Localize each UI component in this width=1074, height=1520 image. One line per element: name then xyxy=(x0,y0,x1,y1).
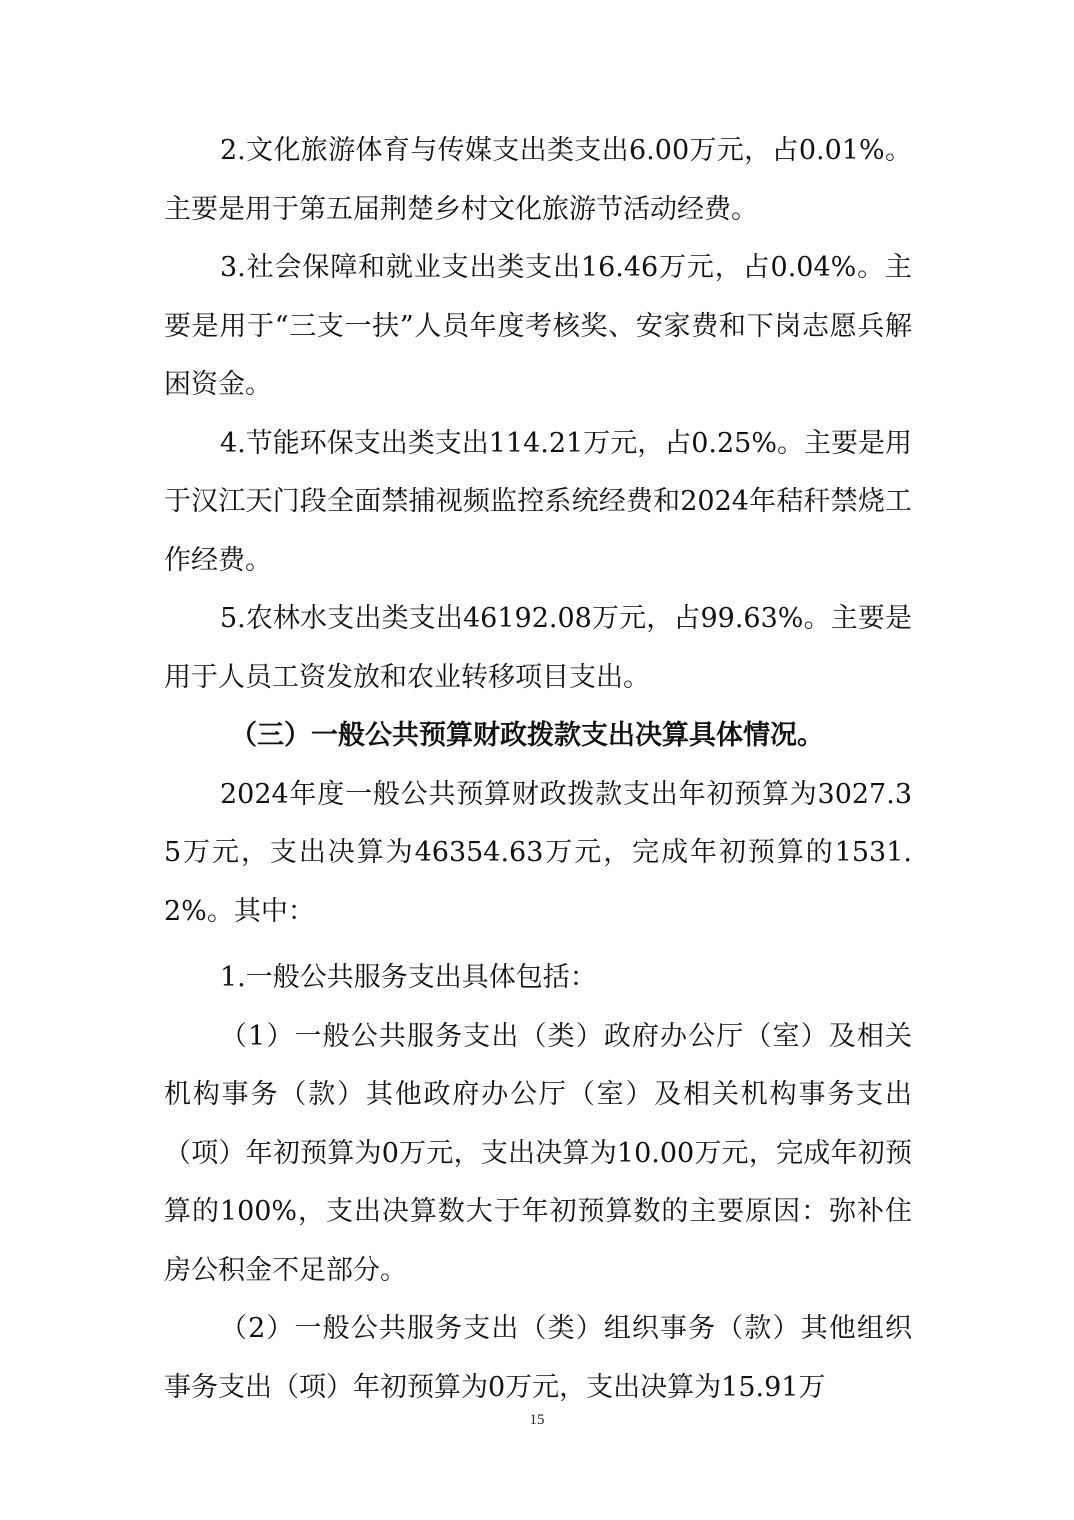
paragraph-energy-environment: 4.节能环保支出类支出114.21万元，占0.25%。主要是用于汉江天门段全面禁捕视频监控系统经费和2024年秸秆禁烧工作经费。 xyxy=(164,427,913,576)
section-heading: （三）一般公共预算财政拨款支出决算具体情况。 xyxy=(230,720,824,751)
paragraph-item-1: （1）一般公共服务支出（类）政府办公厅（室）及相关机构事务（款）其他政府办公厅（室）及相关机构事务支出（项）年初预算为0万元，支出决算为10.00万元，完成年初预算的100%，支出决算数大于年初预算数的主要原因：弥补住房公积金不足部分。 xyxy=(164,1020,912,1286)
paragraph-item-2: （2）一般公共服务支出（类）组织事务（款）其他组织事务支出（项）年初预算为0万元，支出决算为15.91万 xyxy=(164,1313,912,1403)
paragraph-social-security: 3.社会保障和就业支出类支出16.46万元，占0.04%。主要是用于“三支一扶”人员年度考核奖、安家费和下岗志愿兵解困资金。 xyxy=(164,252,912,400)
document-body xyxy=(164,122,912,1417)
paragraph-agriculture-water: 5.农林水支出类支出46192.08万元，占99.63%。主要是用于人员工资发放和农业转移项目支出。 xyxy=(164,603,912,693)
page-number: 15 xyxy=(529,1412,545,1428)
paragraph-budget-summary: 2024年度一般公共预算财政拨款支出年初预算为3027.35万元，支出决算为46354.63万元，完成年初预算的1531.2%。其中： xyxy=(164,778,912,927)
paragraph-public-services-intro: 1.一般公共服务支出具体包括： xyxy=(220,962,597,993)
paragraph-culture-tourism: 2.文化旅游体育与传媒支出类支出6.00万元，占0.01%。主要是用于第五届荆楚乡村文化旅游节活动经费。 xyxy=(164,135,912,225)
